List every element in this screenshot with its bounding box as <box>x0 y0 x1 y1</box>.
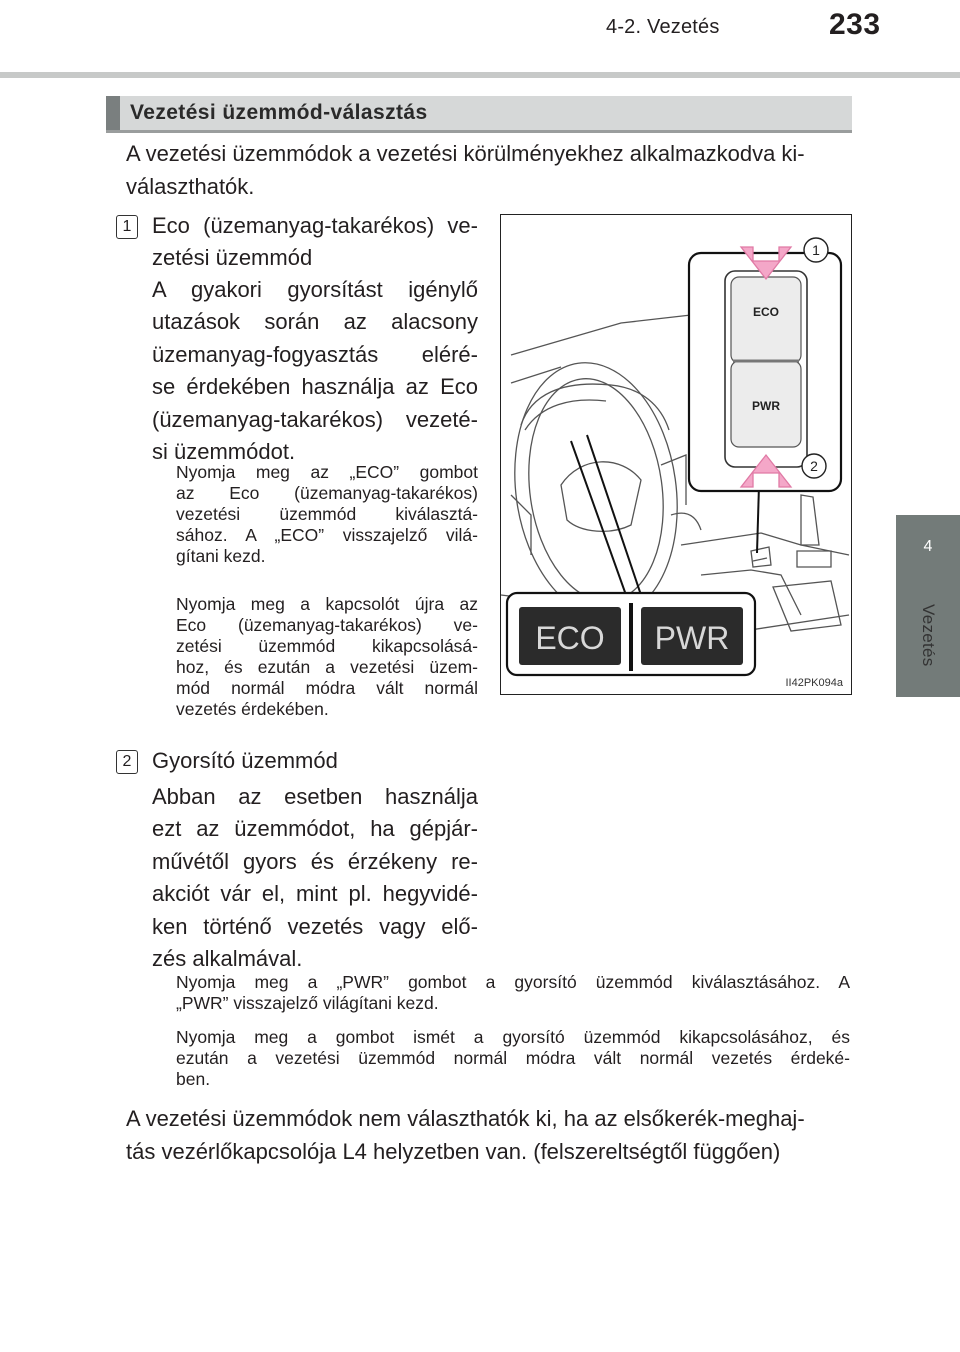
section-title-stripe <box>106 96 120 130</box>
item1-body-line: se érdekében használja az Eco <box>152 374 478 400</box>
item1-note-1 <box>176 462 478 567</box>
figure-eco-pwr-switch <box>500 214 852 695</box>
closing-paragraph <box>126 1102 856 1168</box>
item-number-badge-1: 1 <box>116 215 138 239</box>
item1-body-line: (üzemanyag-takarékos) vezeté- <box>152 406 478 432</box>
item2-title: Gyorsító üzemmód <box>152 748 338 773</box>
item2-body-line: Abban az esetben használja <box>152 784 478 809</box>
item1-body-line: utazások során az alacsony <box>152 309 478 335</box>
item1-title-line-1: Eco (üzemanyag-takarékos) ve- <box>152 213 478 238</box>
item2-body <box>152 781 478 975</box>
eco-button-label: ECO <box>752 305 780 319</box>
eco-indicator-label: ECO <box>535 620 605 656</box>
item1-note2-line: Eco (üzemanyag-takarékos) ve- <box>176 615 478 635</box>
item1-body-line: si üzemmódot. <box>152 439 296 465</box>
item1-note1-line: gítani kezd. <box>176 546 266 566</box>
item1-title <box>152 210 478 274</box>
item2-note-1 <box>176 972 850 1014</box>
item2-note1-line: „PWR” visszajelző világítani kezd. <box>176 993 439 1013</box>
intro-line-2: választhatók. <box>126 174 255 199</box>
closing-line-2: tás vezérlőkapcsolója L4 helyzetben van. (felszereltségtől függően) <box>126 1139 781 1164</box>
callout-1-label: 1 <box>812 242 820 258</box>
chapter-tab-label: Vezetés <box>919 604 938 667</box>
item-number-badge-2: 2 <box>116 750 138 774</box>
item1-note2-line: Nyomja meg a kapcsolót újra az <box>176 594 478 614</box>
pwr-button-label: PWR <box>752 399 780 413</box>
callout-2-label: 2 <box>810 458 818 474</box>
item1-note1-line: az Eco (üzemanyag-takarékos) <box>176 483 478 503</box>
item2-body-line: ezt az üzemmódot, ha gépjár- <box>152 816 478 842</box>
item2-note2-line: ben. <box>176 1069 211 1089</box>
figure-code: II42PK094a <box>785 677 843 689</box>
item1-note2-line: hoz, és ezután a vezetési üzem- <box>176 657 478 677</box>
header-section-title: 4-2. Vezetés <box>606 16 720 38</box>
item1-note1-line: sához. A „ECO” visszajelző vilá- <box>176 525 478 545</box>
header-rule <box>0 72 960 78</box>
item2-note2-line: Nyomja meg a gombot ismét a gyorsító üzemmód kikapcsolásához, és <box>176 1027 850 1047</box>
chapter-tab-number: 4 <box>923 538 933 555</box>
intro-paragraph <box>126 137 852 203</box>
item1-note2-line: zetési üzemmód kikapcsolásá- <box>176 636 478 656</box>
item2-body-line: ken történő vezetés vagy elő- <box>152 913 478 939</box>
item1-body <box>152 274 478 468</box>
item1-note2-line: mód normál módra vált normál <box>176 678 478 698</box>
item2-body-line: művétől gyors és érzékeny re- <box>152 848 478 874</box>
item1-body-line: A gyakori gyorsítást igénylő <box>152 277 478 302</box>
figure-illustration <box>501 215 850 693</box>
section-title-bar <box>106 96 852 133</box>
item1-note-2 <box>176 594 478 720</box>
item1-note1-line: vezetési üzemmód kiválasztá- <box>176 504 478 524</box>
item2-note2-line: ezután a vezetési üzemmód normál módra vált normál vezetés érdeké- <box>176 1048 850 1068</box>
pwr-indicator-label: PWR <box>654 620 730 656</box>
item2-body-line: akciót vár el, mint pl. hegyvidé- <box>152 881 478 907</box>
closing-line-1: A vezetési üzemmódok nem választhatók ki, ha az elsőkerék-meghaj- <box>126 1106 805 1131</box>
section-title: Vezetési üzemmód-választás <box>130 101 428 124</box>
item2-note1-line: Nyomja meg a „PWR” gombot a gyorsító üzemmód kiválasztásához. A <box>176 972 850 992</box>
item2-note-2 <box>176 1027 850 1090</box>
page-number: 233 <box>829 8 881 41</box>
item2-body-line: zés alkalmával. <box>152 946 303 972</box>
item1-note2-line: vezetés érdekében. <box>176 699 329 719</box>
button-panel-inset <box>689 238 841 491</box>
eco-button <box>731 277 801 363</box>
item1-body-line: üzemanyag-fogyasztás eléré- <box>152 341 478 367</box>
item1-title-line-2: zetési üzemmód <box>152 245 313 270</box>
intro-line-1: A vezetési üzemmódok a vezetési körülményekhez alkalmazkodva ki- <box>126 141 805 166</box>
item1-note1-line: Nyomja meg az „ECO” gombot <box>176 462 478 482</box>
indicator-panel-inset <box>507 593 755 675</box>
